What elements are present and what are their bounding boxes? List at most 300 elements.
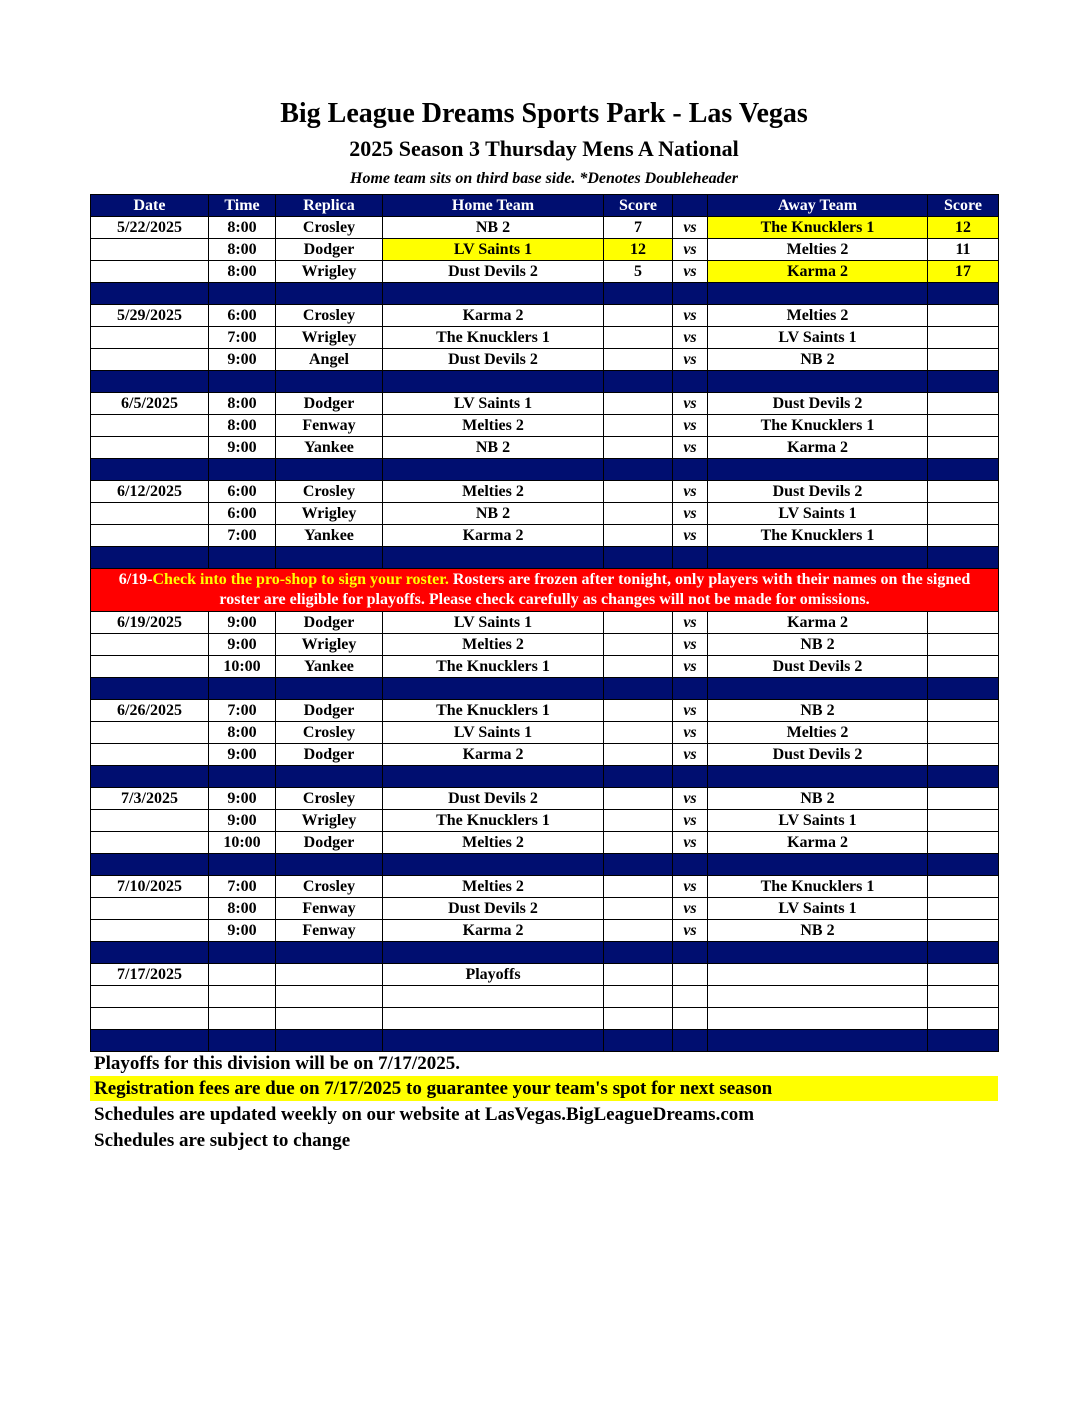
game-field: Crosley: [276, 481, 383, 503]
home-score: [604, 503, 673, 525]
separator-cell: [928, 854, 999, 876]
schedule-body: [91, 217, 999, 1052]
game-time: 8:00: [209, 898, 276, 920]
game-date: [91, 656, 209, 678]
vs-label: vs: [673, 261, 708, 283]
game-field: Yankee: [276, 437, 383, 459]
notice-date: 6/19-: [118, 571, 153, 588]
vs-label: vs: [673, 349, 708, 371]
game-field: Crosley: [276, 788, 383, 810]
table-row: [91, 832, 999, 854]
separator-cell: [928, 942, 999, 964]
away-team: The Knucklers 1: [708, 415, 928, 437]
away-team: NB 2: [708, 349, 928, 371]
separator-cell: [928, 766, 999, 788]
week-separator-row: [91, 854, 999, 876]
separator-cell: [708, 547, 928, 569]
home-score: [604, 722, 673, 744]
game-time: 9:00: [209, 437, 276, 459]
home-team: Dust Devils 2: [383, 898, 604, 920]
empty-cell: [209, 964, 276, 986]
separator-cell: [209, 854, 276, 876]
home-team: Dust Devils 2: [383, 349, 604, 371]
away-score: [928, 744, 999, 766]
home-score: [604, 305, 673, 327]
home-team: Dust Devils 2: [383, 261, 604, 283]
empty-cell: [673, 986, 708, 1008]
game-date: 7/3/2025: [91, 788, 209, 810]
away-team: NB 2: [708, 700, 928, 722]
home-team: Melties 2: [383, 634, 604, 656]
game-time: 7:00: [209, 525, 276, 547]
game-time: 10:00: [209, 656, 276, 678]
empty-cell: [604, 986, 673, 1008]
away-team: Melties 2: [708, 305, 928, 327]
separator-cell: [673, 942, 708, 964]
table-row: [91, 656, 999, 678]
separator-cell: [928, 678, 999, 700]
away-score: [928, 920, 999, 942]
game-time: 8:00: [209, 393, 276, 415]
playoffs-label: Playoffs: [383, 964, 604, 986]
away-team: Dust Devils 2: [708, 744, 928, 766]
away-team: NB 2: [708, 920, 928, 942]
game-field: Crosley: [276, 217, 383, 239]
game-time: 8:00: [209, 217, 276, 239]
game-date: [91, 744, 209, 766]
away-score: [928, 349, 999, 371]
separator-cell: [708, 942, 928, 964]
game-field: Wrigley: [276, 327, 383, 349]
separator-cell: [383, 942, 604, 964]
game-field: Yankee: [276, 656, 383, 678]
separator-cell: [383, 283, 604, 305]
game-time: 6:00: [209, 503, 276, 525]
separator-cell: [91, 547, 209, 569]
separator-cell: [604, 678, 673, 700]
separator-cell: [604, 766, 673, 788]
empty-cell: [604, 1008, 673, 1030]
table-row: [91, 481, 999, 503]
game-field: Dodger: [276, 832, 383, 854]
notice-highlight: Check into the pro-shop to sign your roster.: [152, 571, 449, 588]
away-team: LV Saints 1: [708, 898, 928, 920]
separator-cell: [673, 854, 708, 876]
roster-notice-row: [91, 569, 999, 612]
empty-cell: [673, 1008, 708, 1030]
separator-cell: [383, 1030, 604, 1052]
home-score: [604, 393, 673, 415]
separator-cell: [383, 459, 604, 481]
away-score: [928, 393, 999, 415]
separator-cell: [604, 371, 673, 393]
separator-cell: [209, 283, 276, 305]
table-row: [91, 415, 999, 437]
game-date: 6/5/2025: [91, 393, 209, 415]
home-team: NB 2: [383, 217, 604, 239]
away-score: [928, 656, 999, 678]
game-date: [91, 349, 209, 371]
game-time: 9:00: [209, 744, 276, 766]
game-time: 8:00: [209, 261, 276, 283]
away-team: LV Saints 1: [708, 810, 928, 832]
home-score: [604, 876, 673, 898]
separator-cell: [928, 371, 999, 393]
away-team: Dust Devils 2: [708, 656, 928, 678]
home-score: [604, 634, 673, 656]
empty-cell: [209, 986, 276, 1008]
col-header-away-team: Away Team: [708, 195, 928, 217]
separator-cell: [209, 942, 276, 964]
separator-cell: [276, 766, 383, 788]
separator-cell: [276, 283, 383, 305]
away-score: [928, 437, 999, 459]
game-time: 8:00: [209, 239, 276, 261]
col-header-vs: [673, 195, 708, 217]
home-score: [604, 349, 673, 371]
away-score: [928, 832, 999, 854]
game-field: Dodger: [276, 744, 383, 766]
playoffs-date: 7/17/2025: [91, 964, 209, 986]
table-row: [91, 239, 999, 261]
home-score: [604, 481, 673, 503]
separator-cell: [708, 283, 928, 305]
home-score: [604, 832, 673, 854]
game-date: [91, 415, 209, 437]
vs-label: vs: [673, 393, 708, 415]
game-time: 8:00: [209, 415, 276, 437]
home-score: [604, 612, 673, 634]
game-time: 6:00: [209, 481, 276, 503]
game-field: Wrigley: [276, 261, 383, 283]
game-date: [91, 634, 209, 656]
separator-cell: [91, 678, 209, 700]
separator-cell: [708, 459, 928, 481]
home-score: [604, 744, 673, 766]
away-score: 17: [928, 261, 999, 283]
separator-cell: [708, 1030, 928, 1052]
home-team: Melties 2: [383, 481, 604, 503]
separator-cell: [276, 678, 383, 700]
separator-cell: [383, 854, 604, 876]
home-score: 12: [604, 239, 673, 261]
away-score: [928, 634, 999, 656]
separator-cell: [673, 283, 708, 305]
game-date: [91, 239, 209, 261]
separator-cell: [604, 1030, 673, 1052]
game-time: 8:00: [209, 722, 276, 744]
vs-label: vs: [673, 920, 708, 942]
table-row: [91, 876, 999, 898]
game-time: 9:00: [209, 788, 276, 810]
week-separator-row: [91, 942, 999, 964]
home-score: [604, 788, 673, 810]
home-team: Karma 2: [383, 525, 604, 547]
schedule-note: Home team sits on third base side. *Denotes Doubleheader: [350, 170, 738, 187]
separator-cell: [928, 1030, 999, 1052]
separator-cell: [928, 459, 999, 481]
col-header-time: Time: [209, 195, 276, 217]
vs-label: vs: [673, 305, 708, 327]
empty-cell: [673, 964, 708, 986]
separator-cell: [276, 854, 383, 876]
vs-label: vs: [673, 503, 708, 525]
home-team: Karma 2: [383, 920, 604, 942]
empty-cell: [708, 986, 928, 1008]
separator-cell: [604, 459, 673, 481]
away-team: The Knucklers 1: [708, 876, 928, 898]
home-team: Melties 2: [383, 832, 604, 854]
empty-cell: [91, 986, 209, 1008]
separator-cell: [673, 371, 708, 393]
separator-cell: [383, 678, 604, 700]
separator-cell: [91, 371, 209, 393]
table-row: [91, 612, 999, 634]
footer-registration-note: Registration fees are due on 7/17/2025 to guarantee your team's spot for next season: [90, 1076, 998, 1101]
away-score: [928, 415, 999, 437]
vs-label: vs: [673, 656, 708, 678]
home-score: [604, 327, 673, 349]
table-row: [91, 437, 999, 459]
game-field: Dodger: [276, 700, 383, 722]
separator-cell: [673, 766, 708, 788]
separator-cell: [604, 942, 673, 964]
page-title: Big League Dreams Sports Park - Las Vegas: [280, 98, 808, 129]
home-team: LV Saints 1: [383, 239, 604, 261]
away-team: Karma 2: [708, 612, 928, 634]
separator-cell: [673, 459, 708, 481]
vs-label: vs: [673, 744, 708, 766]
away-score: [928, 481, 999, 503]
col-header-home-team: Home Team: [383, 195, 604, 217]
col-header-replica: Replica: [276, 195, 383, 217]
vs-label: vs: [673, 327, 708, 349]
game-field: Yankee: [276, 525, 383, 547]
col-header-date: Date: [91, 195, 209, 217]
vs-label: vs: [673, 832, 708, 854]
game-field: Wrigley: [276, 810, 383, 832]
game-date: 7/10/2025: [91, 876, 209, 898]
separator-cell: [383, 766, 604, 788]
empty-cell: [928, 964, 999, 986]
week-separator-row: [91, 766, 999, 788]
empty-cell: [383, 986, 604, 1008]
game-date: [91, 810, 209, 832]
empty-cell: [708, 964, 928, 986]
home-team: The Knucklers 1: [383, 327, 604, 349]
vs-label: vs: [673, 634, 708, 656]
playoffs-row: [91, 964, 999, 986]
table-row: [91, 722, 999, 744]
home-score: 5: [604, 261, 673, 283]
separator-cell: [91, 766, 209, 788]
game-date: [91, 261, 209, 283]
separator-cell: [91, 854, 209, 876]
game-date: 5/22/2025: [91, 217, 209, 239]
game-field: Fenway: [276, 920, 383, 942]
home-team: LV Saints 1: [383, 722, 604, 744]
away-team: Karma 2: [708, 261, 928, 283]
separator-cell: [91, 942, 209, 964]
empty-cell: [209, 1008, 276, 1030]
away-score: [928, 876, 999, 898]
empty-cell: [91, 1008, 209, 1030]
game-time: 7:00: [209, 700, 276, 722]
empty-cell: [708, 1008, 928, 1030]
week-separator-row: [91, 459, 999, 481]
vs-label: vs: [673, 239, 708, 261]
away-score: [928, 525, 999, 547]
game-date: 5/29/2025: [91, 305, 209, 327]
separator-cell: [276, 459, 383, 481]
table-row: [91, 349, 999, 371]
away-score: [928, 612, 999, 634]
vs-label: vs: [673, 722, 708, 744]
separator-cell: [276, 942, 383, 964]
game-date: [91, 722, 209, 744]
vs-label: vs: [673, 898, 708, 920]
home-team: Dust Devils 2: [383, 788, 604, 810]
empty-cell: [383, 1008, 604, 1030]
home-score: [604, 656, 673, 678]
col-header-home-score: Score: [604, 195, 673, 217]
away-score: [928, 810, 999, 832]
away-score: [928, 700, 999, 722]
table-row: [91, 700, 999, 722]
game-time: 9:00: [209, 810, 276, 832]
game-time: 10:00: [209, 832, 276, 854]
game-field: Dodger: [276, 612, 383, 634]
vs-label: vs: [673, 525, 708, 547]
game-field: Wrigley: [276, 634, 383, 656]
game-date: 6/19/2025: [91, 612, 209, 634]
game-date: [91, 503, 209, 525]
table-row: [91, 217, 999, 239]
vs-label: vs: [673, 876, 708, 898]
away-team: The Knucklers 1: [708, 525, 928, 547]
game-date: [91, 437, 209, 459]
separator-cell: [209, 678, 276, 700]
table-row: [91, 503, 999, 525]
game-date: [91, 832, 209, 854]
game-date: [91, 920, 209, 942]
separator-cell: [708, 854, 928, 876]
table-row: [91, 810, 999, 832]
col-header-away-score: Score: [928, 195, 999, 217]
week-separator-row: [91, 371, 999, 393]
vs-label: vs: [673, 437, 708, 459]
notice-text: Rosters are frozen after tonight, only players with their names on the signed roster are eligible for playoffs. Please check carefully as changes will not be made for omissions.: [219, 571, 971, 608]
home-team: NB 2: [383, 503, 604, 525]
home-score: [604, 810, 673, 832]
vs-label: vs: [673, 415, 708, 437]
game-date: 6/12/2025: [91, 481, 209, 503]
separator-cell: [673, 1030, 708, 1052]
home-team: Melties 2: [383, 876, 604, 898]
separator-cell: [604, 547, 673, 569]
game-time: 6:00: [209, 305, 276, 327]
away-team: LV Saints 1: [708, 327, 928, 349]
home-score: [604, 415, 673, 437]
table-header-row: [91, 195, 999, 217]
away-team: Dust Devils 2: [708, 481, 928, 503]
game-field: Wrigley: [276, 503, 383, 525]
home-team: Karma 2: [383, 305, 604, 327]
away-team: Dust Devils 2: [708, 393, 928, 415]
schedule-table: [90, 194, 999, 1052]
game-field: Crosley: [276, 722, 383, 744]
separator-cell: [276, 1030, 383, 1052]
vs-label: vs: [673, 481, 708, 503]
game-time: 7:00: [209, 876, 276, 898]
vs-label: vs: [673, 217, 708, 239]
game-field: Crosley: [276, 305, 383, 327]
empty-cell: [276, 964, 383, 986]
home-team: The Knucklers 1: [383, 810, 604, 832]
home-score: [604, 525, 673, 547]
away-score: [928, 503, 999, 525]
away-team: Melties 2: [708, 722, 928, 744]
game-field: Crosley: [276, 876, 383, 898]
separator-cell: [604, 854, 673, 876]
page-subtitle: 2025 Season 3 Thursday Mens A National: [349, 136, 739, 161]
home-team: LV Saints 1: [383, 612, 604, 634]
separator-cell: [604, 283, 673, 305]
separator-cell: [673, 678, 708, 700]
empty-cell: [928, 986, 999, 1008]
table-row: [91, 525, 999, 547]
away-team: Karma 2: [708, 437, 928, 459]
separator-cell: [209, 371, 276, 393]
separator-cell: [209, 1030, 276, 1052]
week-separator-row: [91, 678, 999, 700]
separator-cell: [928, 283, 999, 305]
game-field: Fenway: [276, 898, 383, 920]
game-time: 7:00: [209, 327, 276, 349]
separator-cell: [91, 1030, 209, 1052]
home-score: 7: [604, 217, 673, 239]
game-field: Dodger: [276, 239, 383, 261]
home-score: [604, 898, 673, 920]
separator-cell: [383, 547, 604, 569]
separator-cell: [708, 371, 928, 393]
separator-cell: [91, 283, 209, 305]
table-row: [91, 393, 999, 415]
empty-row: [91, 1008, 999, 1030]
empty-cell: [928, 1008, 999, 1030]
separator-cell: [209, 547, 276, 569]
vs-label: vs: [673, 612, 708, 634]
game-field: Fenway: [276, 415, 383, 437]
away-score: [928, 327, 999, 349]
empty-cell: [276, 1008, 383, 1030]
game-field: Angel: [276, 349, 383, 371]
separator-cell: [91, 459, 209, 481]
game-time: 9:00: [209, 634, 276, 656]
away-team: NB 2: [708, 634, 928, 656]
table-row: [91, 898, 999, 920]
away-score: 12: [928, 217, 999, 239]
game-date: [91, 898, 209, 920]
separator-cell: [383, 371, 604, 393]
away-team: Karma 2: [708, 832, 928, 854]
home-score: [604, 700, 673, 722]
empty-cell: [604, 964, 673, 986]
empty-row: [91, 986, 999, 1008]
table-row: [91, 788, 999, 810]
home-team: The Knucklers 1: [383, 656, 604, 678]
empty-cell: [276, 986, 383, 1008]
